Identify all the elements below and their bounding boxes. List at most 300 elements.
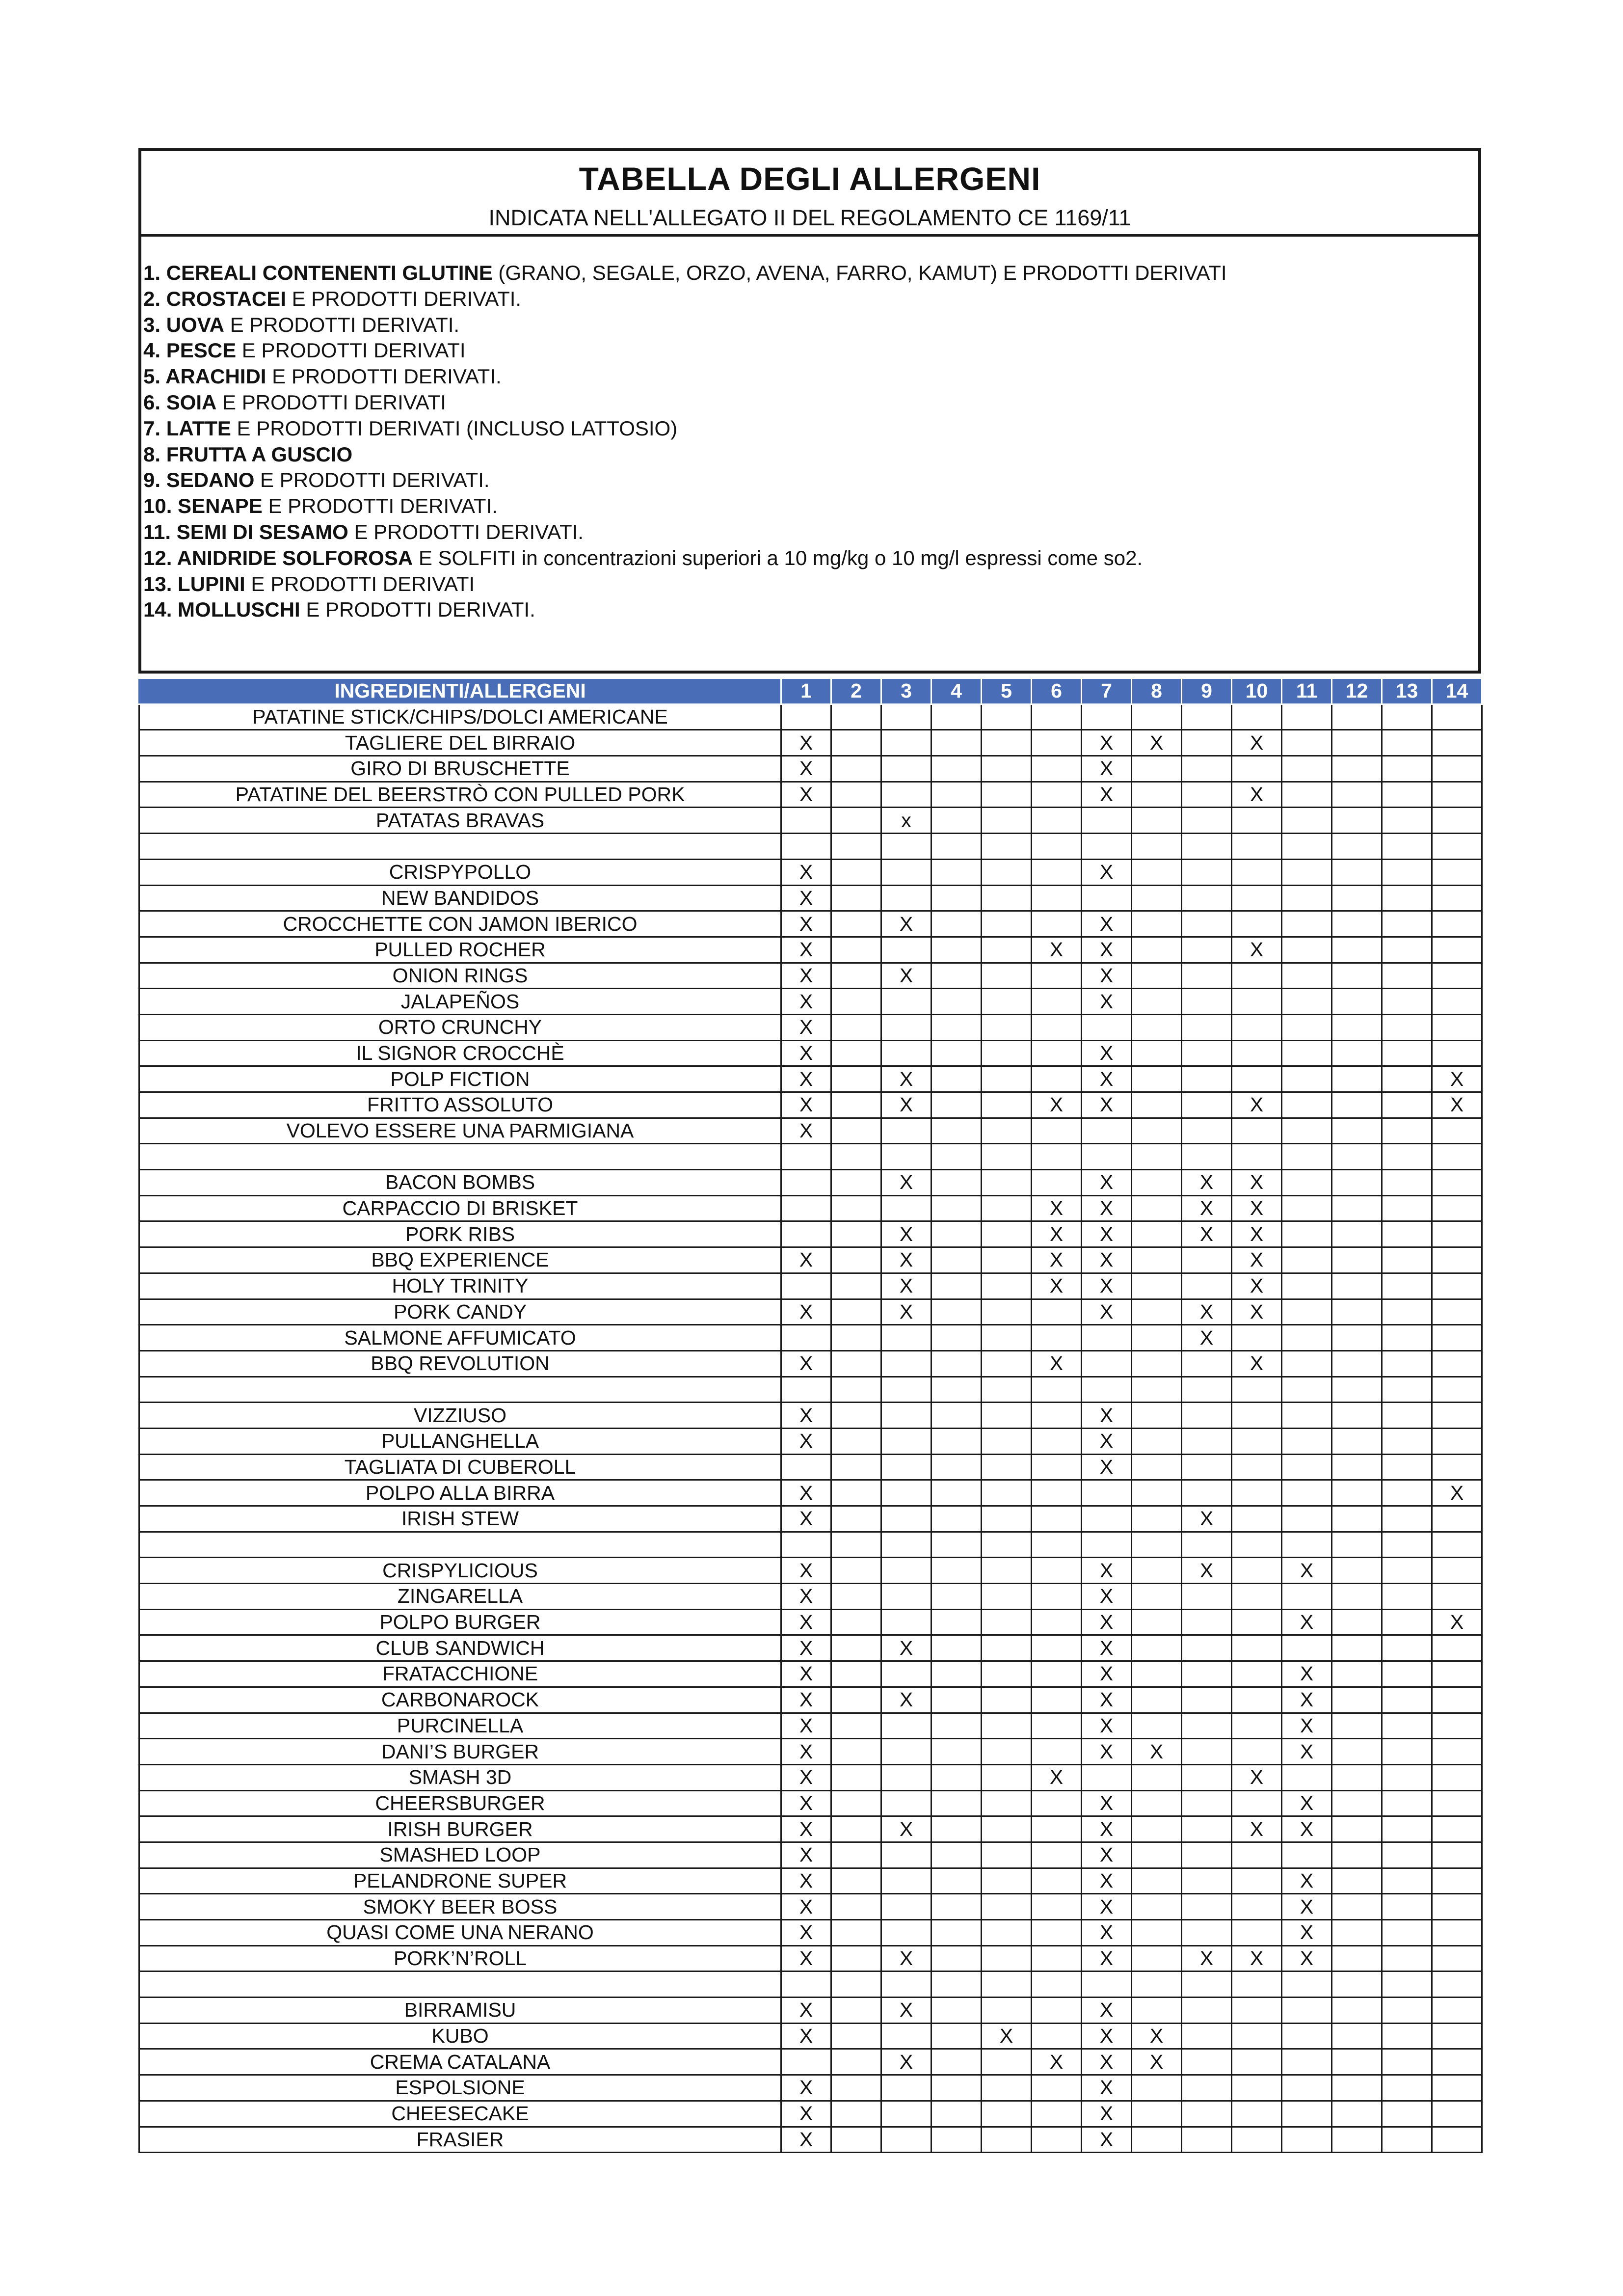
allergen-mark-cell: X [1082, 1170, 1132, 1196]
allergen-mark-cell [831, 1325, 881, 1351]
allergen-mark-cell [1232, 1506, 1282, 1532]
allergen-mark-cell [1032, 1713, 1082, 1739]
allergen-mark-cell [1182, 1764, 1232, 1790]
allergen-mark-cell [1432, 1170, 1482, 1196]
allergen-mark-cell [1232, 989, 1282, 1015]
allergen-mark-cell [1032, 1170, 1082, 1196]
allergen-mark-cell [1032, 834, 1082, 860]
allergen-mark-cell: X [1082, 1428, 1132, 1454]
allergen-mark-cell [1282, 1532, 1332, 1558]
allergen-mark-cell [881, 885, 931, 911]
table-row [139, 1403, 1482, 1429]
allergen-mark-cell [1082, 808, 1132, 834]
allergen-mark-cell [1332, 1790, 1382, 1816]
allergen-mark-cell [881, 1532, 931, 1558]
allergen-mark-cell [1282, 782, 1332, 808]
allergen-mark-cell [1332, 1998, 1382, 2024]
allergen-mark-cell [982, 1635, 1032, 1661]
column-header-allergen-5: 5 [982, 678, 1032, 704]
allergen-mark-cell [831, 1170, 881, 1196]
allergen-mark-cell [1382, 1377, 1432, 1403]
allergen-mark-cell [1382, 1506, 1432, 1532]
allergen-mark-cell [1282, 1998, 1332, 2024]
allergen-mark-cell [1232, 704, 1282, 730]
allergen-mark-cell: X [1232, 1945, 1282, 1972]
allergen-mark-cell [1332, 1066, 1382, 1092]
allergen-mark-cell [1432, 808, 1482, 834]
allergen-mark-cell [982, 1506, 1032, 1532]
allergen-mark-cell [931, 1454, 982, 1480]
allergen-mark-cell: X [881, 1066, 931, 1092]
allergen-mark-cell [1382, 911, 1432, 937]
allergen-mark-cell: X [781, 1687, 831, 1713]
allergen-mark-cell: X [1282, 1739, 1332, 1765]
allergen-mark-cell [1432, 1118, 1482, 1144]
allergen-mark-cell [1282, 1403, 1332, 1429]
allergen-mark-cell: X [781, 2075, 831, 2101]
allergen-mark-cell [1382, 2049, 1432, 2075]
allergen-mark-cell [1432, 1972, 1482, 1998]
allergen-mark-cell [1282, 2049, 1332, 2075]
allergen-mark-cell [1332, 834, 1382, 860]
allergen-mark-cell [1232, 1532, 1282, 1558]
allergen-mark-cell [1432, 1739, 1482, 1765]
allergen-mark-cell: X [781, 1558, 831, 1584]
allergen-mark-cell [982, 1144, 1032, 1170]
allergen-mark-cell [881, 1144, 931, 1170]
allergen-mark-cell [1432, 1299, 1482, 1325]
allergen-mark-cell [1382, 1247, 1432, 1273]
allergen-mark-cell [982, 1195, 1032, 1221]
allergen-mark-cell [1182, 1972, 1232, 1998]
legend-item-description: E SOLFITI in concentrazioni superiori a 10 mg/kg o 10 mg/l espressi come so2. [413, 546, 1143, 569]
allergen-mark-cell [1332, 1558, 1382, 1584]
allergen-mark-cell [1382, 1868, 1432, 1894]
allergen-mark-cell: X [781, 1739, 831, 1765]
allergen-mark-cell [1032, 1144, 1082, 1170]
allergen-mark-cell: X [781, 1945, 831, 1972]
allergen-mark-cell: X [1032, 937, 1082, 963]
allergen-mark-cell [1332, 1764, 1382, 1790]
allergen-mark-cell [1332, 1195, 1382, 1221]
allergen-mark-cell [931, 1661, 982, 1687]
allergen-mark-cell: X [1232, 730, 1282, 756]
allergen-mark-cell [1332, 1635, 1382, 1661]
allergen-mark-cell: X [781, 989, 831, 1015]
allergen-mark-cell [1332, 1609, 1382, 1635]
table-row [139, 756, 1482, 782]
allergen-mark-cell: X [881, 1273, 931, 1299]
allergen-mark-cell [982, 1403, 1032, 1429]
legend-item-title: 2. CROSTACEI [143, 287, 286, 310]
allergen-mark-cell [1432, 2101, 1482, 2127]
table-row [139, 1092, 1482, 1118]
allergen-mark-cell [1432, 1790, 1482, 1816]
allergen-mark-cell [1332, 885, 1382, 911]
allergen-mark-cell [1432, 1842, 1482, 1868]
allergen-mark-cell [1382, 1144, 1432, 1170]
dish-name-cell: BIRRAMISU [139, 1998, 781, 2024]
allergen-mark-cell: X [1182, 1558, 1232, 1584]
allergen-mark-cell: X [781, 1480, 831, 1506]
allergen-mark-cell [1432, 1584, 1482, 1610]
allergen-mark-cell [1382, 1066, 1432, 1092]
legend-item-description: E PRODOTTI DERIVATI [245, 572, 475, 595]
allergen-mark-cell [931, 1635, 982, 1661]
allergen-mark-cell [831, 2049, 881, 2075]
dish-name-cell: SMOKY BEER BOSS [139, 1894, 781, 1920]
allergen-mark-cell: X [1082, 2127, 1132, 2153]
dish-name-cell: FRITTO ASSOLUTO [139, 1092, 781, 1118]
allergen-mark-cell [1232, 1584, 1282, 1610]
allergen-mark-cell [881, 1558, 931, 1584]
allergen-mark-cell [1282, 1170, 1332, 1196]
allergen-mark-cell: X [781, 1506, 831, 1532]
allergen-mark-cell [1182, 1609, 1232, 1635]
allergen-mark-cell [1032, 911, 1082, 937]
allergen-mark-cell [1132, 1842, 1182, 1868]
allergen-mark-cell [831, 1998, 881, 2024]
allergen-mark-cell: X [881, 963, 931, 989]
allergen-mark-cell [982, 808, 1032, 834]
allergen-mark-cell [982, 911, 1032, 937]
allergen-mark-cell: X [1432, 1066, 1482, 1092]
allergen-mark-cell [1432, 885, 1482, 911]
dish-name-cell: HOLY TRINITY [139, 1273, 781, 1299]
allergen-mark-cell [1182, 834, 1232, 860]
allergen-mark-cell [1382, 730, 1432, 756]
dish-name-cell: SMASH 3D [139, 1764, 781, 1790]
allergen-mark-cell [1132, 1868, 1182, 1894]
allergen-mark-cell [982, 1377, 1032, 1403]
allergen-mark-cell [781, 1532, 831, 1558]
allergen-mark-cell [1382, 2127, 1432, 2153]
allergen-mark-cell [1432, 1325, 1482, 1351]
allergen-mark-cell [781, 808, 831, 834]
allergen-mark-cell [1082, 1014, 1132, 1040]
allergen-mark-cell [1232, 1972, 1282, 1998]
allergen-mark-cell [1282, 2023, 1332, 2049]
allergen-mark-cell [931, 1428, 982, 1454]
table-row [139, 1221, 1482, 1247]
allergen-mark-cell [1032, 756, 1082, 782]
dish-name-cell: SALMONE AFFUMICATO [139, 1325, 781, 1351]
allergen-mark-cell: X [1082, 1920, 1132, 1946]
allergen-mark-cell [881, 1195, 931, 1221]
allergen-mark-cell: X [781, 911, 831, 937]
allergen-mark-cell [982, 1014, 1032, 1040]
allergen-mark-cell [1182, 1635, 1232, 1661]
dish-name-cell: PORK CANDY [139, 1299, 781, 1325]
allergen-mark-cell [881, 1790, 931, 1816]
allergen-mark-cell: X [1282, 1687, 1332, 1713]
allergen-mark-cell [982, 1713, 1032, 1739]
allergen-mark-cell [982, 782, 1032, 808]
legend-item-description: E PRODOTTI DERIVATI (INCLUSO LATTOSIO) [231, 416, 678, 440]
allergen-mark-cell [1182, 1894, 1232, 1920]
table-row [139, 1351, 1482, 1377]
allergen-mark-cell [1182, 756, 1232, 782]
allergen-mark-cell [1432, 1144, 1482, 1170]
column-header-allergen-10: 10 [1232, 678, 1282, 704]
allergen-mark-cell: X [881, 1221, 931, 1247]
allergen-mark-cell: X [881, 911, 931, 937]
allergen-mark-cell: X [1082, 1894, 1132, 1920]
legend-item-description: E PRODOTTI DERIVATI. [254, 468, 490, 492]
allergen-mark-cell [931, 756, 982, 782]
allergen-mark-cell [1032, 2023, 1082, 2049]
column-header-allergen-9: 9 [1182, 678, 1232, 704]
allergen-mark-cell: X [781, 2101, 831, 2127]
allergen-mark-cell [881, 1118, 931, 1144]
allergen-mark-cell [931, 1325, 982, 1351]
allergen-mark-cell: X [881, 1299, 931, 1325]
allergen-mark-cell [982, 1325, 1032, 1351]
allergen-mark-cell: X [1032, 1247, 1082, 1273]
allergen-mark-cell [1432, 1558, 1482, 1584]
allergen-mark-cell [1382, 1118, 1432, 1144]
allergen-mark-cell [1382, 1403, 1432, 1429]
allergen-mark-cell [931, 1040, 982, 1066]
allergen-mark-cell [931, 963, 982, 989]
allergen-mark-cell [831, 2127, 881, 2153]
allergen-mark-cell: X [1182, 1195, 1232, 1221]
allergen-mark-cell [1132, 1299, 1182, 1325]
allergen-mark-cell [1182, 2049, 1232, 2075]
allergen-mark-cell: X [781, 730, 831, 756]
allergen-mark-cell: X [1082, 2101, 1132, 2127]
legend-item-title: 3. UOVA [143, 313, 224, 336]
allergen-mark-cell [1132, 1713, 1182, 1739]
allergen-mark-cell: X [1182, 1506, 1232, 1532]
allergen-mark-cell [1132, 1118, 1182, 1144]
allergen-mark-cell [1382, 1428, 1432, 1454]
allergen-mark-cell [1282, 1066, 1332, 1092]
table-row [139, 1325, 1482, 1351]
allergen-mark-cell [1282, 1273, 1332, 1299]
allergen-mark-cell [1182, 1816, 1232, 1842]
allergen-mark-cell [1182, 1790, 1232, 1816]
allergen-mark-cell [982, 1609, 1032, 1635]
dish-name-cell: PATATINE DEL BEERSTRÒ CON PULLED PORK [139, 782, 781, 808]
allergen-mark-cell [1332, 1144, 1382, 1170]
legend-item [143, 545, 1478, 571]
allergen-mark-cell: X [1082, 859, 1132, 885]
allergen-mark-cell [931, 704, 982, 730]
allergen-mark-cell [1382, 704, 1432, 730]
allergen-mark-cell [1132, 1945, 1182, 1972]
dish-name-cell: IL SIGNOR CROCCHÈ [139, 1040, 781, 1066]
allergen-mark-cell [1282, 1454, 1332, 1480]
allergen-mark-cell [831, 1635, 881, 1661]
allergen-mark-cell [781, 834, 831, 860]
allergen-mark-cell [1132, 1816, 1182, 1842]
allergen-mark-cell [1432, 1195, 1482, 1221]
allergen-mark-cell [1382, 1713, 1432, 1739]
allergen-mark-cell: X [781, 1403, 831, 1429]
allergen-mark-cell [831, 1661, 881, 1687]
allergen-mark-cell [982, 1170, 1032, 1196]
allergen-mark-cell [1282, 1764, 1332, 1790]
dish-name-cell: DANI’S BURGER [139, 1739, 781, 1765]
allergen-mark-cell [982, 2049, 1032, 2075]
legend-item [143, 416, 1478, 442]
allergen-mark-cell [1382, 782, 1432, 808]
legend-item-title: 10. SENAPE [143, 494, 263, 518]
allergen-mark-cell [831, 1403, 881, 1429]
allergen-mark-cell: X [881, 1687, 931, 1713]
column-header-allergen-1: 1 [781, 678, 831, 704]
allergen-mark-cell [1182, 1584, 1232, 1610]
allergen-mark-cell [982, 1894, 1032, 1920]
legend-item-title: 14. MOLLUSCHI [143, 598, 300, 621]
table-row [139, 1894, 1482, 1920]
allergen-mark-cell [982, 1118, 1032, 1144]
allergen-mark-cell: X [781, 1661, 831, 1687]
allergen-mark-cell [1032, 1661, 1082, 1687]
allergen-mark-cell [1182, 1247, 1232, 1273]
allergen-mark-cell [1132, 1325, 1182, 1351]
allergen-mark-cell [1432, 1868, 1482, 1894]
allergen-mark-cell [831, 1480, 881, 1506]
table-row [139, 730, 1482, 756]
allergen-mark-cell [1182, 1403, 1232, 1429]
allergen-mark-cell [1332, 1894, 1382, 1920]
allergen-mark-cell [1082, 1972, 1132, 1998]
dish-name-cell: CRISPYPOLLO [139, 859, 781, 885]
allergen-mark-cell [1132, 1273, 1182, 1299]
dish-name-cell: PURCINELLA [139, 1713, 781, 1739]
allergen-mark-cell [1182, 1144, 1232, 1170]
table-row [139, 937, 1482, 963]
allergen-mark-cell [1382, 1920, 1432, 1946]
allergen-mark-cell [931, 937, 982, 963]
legend-item-description: E PRODOTTI DERIVATI. [262, 494, 498, 518]
allergen-mark-cell [931, 1118, 982, 1144]
allergen-mark-cell [1432, 834, 1482, 860]
allergen-mark-cell [831, 1273, 881, 1299]
allergen-mark-cell: X [1232, 1299, 1282, 1325]
allergen-mark-cell [1332, 1920, 1382, 1946]
allergen-mark-cell [831, 963, 881, 989]
allergen-mark-cell [1332, 730, 1382, 756]
allergen-mark-cell [1282, 1377, 1332, 1403]
dish-name-cell: PORK RIBS [139, 1221, 781, 1247]
allergen-mark-cell [1132, 2101, 1182, 2127]
allergen-mark-cell [1082, 1506, 1132, 1532]
allergen-mark-cell: X [1282, 1661, 1332, 1687]
allergen-mark-cell: X [1082, 1945, 1132, 1972]
allergen-mark-cell [1132, 808, 1182, 834]
allergen-mark-cell [1182, 1092, 1232, 1118]
allergen-mark-cell: X [781, 963, 831, 989]
allergen-mark-cell [1282, 1584, 1332, 1610]
allergen-mark-cell [881, 756, 931, 782]
allergen-mark-cell [1332, 1972, 1382, 1998]
dish-name-cell: CHEERSBURGER [139, 1790, 781, 1816]
allergen-mark-cell [1032, 1377, 1082, 1403]
table-spacer-row [139, 1377, 1482, 1403]
legend-item-title: 9. SEDANO [143, 468, 255, 492]
allergen-mark-cell [931, 1972, 982, 1998]
allergen-mark-cell [1382, 1195, 1432, 1221]
allergen-mark-cell [1382, 1945, 1432, 1972]
allergen-mark-cell [1032, 1635, 1082, 1661]
allergen-mark-cell: X [1082, 1454, 1132, 1480]
allergen-mark-cell [1332, 704, 1382, 730]
allergen-mark-cell [1232, 1014, 1282, 1040]
allergen-mark-cell [831, 1945, 881, 1972]
allergen-mark-cell [1132, 1195, 1182, 1221]
allergen-mark-cell [931, 1920, 982, 1946]
dish-name-cell: POLP FICTION [139, 1066, 781, 1092]
allergen-mark-cell [831, 1532, 881, 1558]
allergen-mark-cell [931, 1842, 982, 1868]
allergen-mark-cell [1382, 937, 1432, 963]
allergen-mark-cell [982, 1661, 1032, 1687]
allergen-mark-cell [982, 963, 1032, 989]
allergen-mark-cell [1432, 989, 1482, 1015]
allergen-mark-cell [1132, 1635, 1182, 1661]
allergen-mark-cell [1332, 756, 1382, 782]
allergen-mark-cell [831, 1040, 881, 1066]
dish-name-cell: CLUB SANDWICH [139, 1635, 781, 1661]
allergen-mark-cell [931, 1558, 982, 1584]
allergen-mark-cell: X [1082, 1842, 1132, 1868]
allergen-mark-cell: X [781, 1428, 831, 1454]
legend-item [143, 364, 1478, 390]
allergen-mark-cell: X [781, 1790, 831, 1816]
allergen-mark-cell [931, 1247, 982, 1273]
allergen-mark-cell [1032, 1998, 1082, 2024]
allergen-mark-cell [1382, 1972, 1432, 1998]
table-row [139, 1299, 1482, 1325]
allergen-mark-cell [1282, 859, 1332, 885]
table-spacer-row [139, 834, 1482, 860]
allergen-mark-cell [1182, 911, 1232, 937]
table-row [139, 859, 1482, 885]
allergen-mark-cell [781, 1273, 831, 1299]
allergen-mark-cell [1132, 834, 1182, 860]
allergen-mark-cell: X [1432, 1092, 1482, 1118]
allergen-mark-cell [1232, 1739, 1282, 1765]
allergen-mark-cell [831, 2023, 881, 2049]
allergen-mark-cell [1332, 1118, 1382, 1144]
allergen-mark-cell [1032, 730, 1082, 756]
allergen-mark-cell [1182, 1118, 1232, 1144]
allergen-mark-cell [1082, 1532, 1132, 1558]
allergen-mark-cell [831, 1713, 881, 1739]
allergen-mark-cell [1232, 834, 1282, 860]
allergen-mark-cell: X [781, 1868, 831, 1894]
table-row [139, 1920, 1482, 1946]
table-row [139, 1170, 1482, 1196]
allergen-mark-cell [1132, 885, 1182, 911]
allergen-mark-cell: X [1182, 1299, 1232, 1325]
allergen-mark-cell [931, 1273, 982, 1299]
allergen-mark-cell [881, 782, 931, 808]
allergen-mark-cell [781, 1377, 831, 1403]
allergen-mark-cell [1232, 1868, 1282, 1894]
allergen-mark-cell [1132, 1351, 1182, 1377]
allergen-mark-cell [1282, 1092, 1332, 1118]
allergen-mark-cell [982, 1040, 1032, 1066]
allergen-mark-cell [1032, 1790, 1082, 1816]
allergen-mark-cell [1132, 2127, 1182, 2153]
allergen-mark-cell: X [1082, 2049, 1132, 2075]
allergen-mark-cell [1182, 1040, 1232, 1066]
table-row [139, 1998, 1482, 2024]
